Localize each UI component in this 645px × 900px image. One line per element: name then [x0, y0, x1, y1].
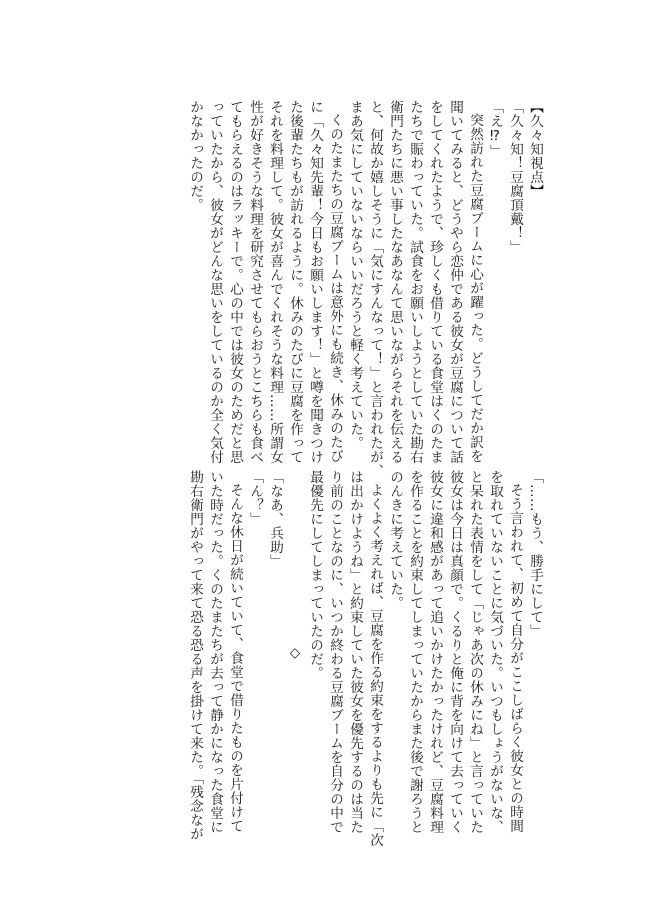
- text-line: かなかったのだ。: [187, 100, 203, 212]
- text-line: と、何故か嬉しそうに「気にすんなって！」と言われたが、: [367, 100, 383, 478]
- text-line: 「なあ、兵助」: [267, 470, 283, 568]
- text-line: と呆れた表情をして「じゃあ次の休みにね」と言っていた: [467, 470, 483, 834]
- text-line: てもらえるのはラッキーで。心の中では彼女のためだと思: [227, 100, 243, 464]
- text-line: っていたから、彼女がどんな思いをしているのか全く気付: [207, 100, 223, 464]
- text-line: 勘右衛門がやって来て恐る恐る声を掛けて来た。「残念なが: [187, 470, 203, 842]
- text-line: たちで賑わっていた。試食をお願いしようとしていた勘右: [407, 100, 423, 464]
- text-line: そんな休日が続いていて、食堂で借りたものを片付けて: [227, 483, 243, 833]
- section-heading: 【久々知視点】: [527, 100, 543, 198]
- text-line: いた時だった。くのたまたちが去って静かになった食堂に: [207, 470, 223, 834]
- text-line: は出かけようね」と約束していた彼女を優先するのは当た: [347, 470, 363, 834]
- bottom-text-block: [165, 470, 545, 847]
- text-line: 彼女に違和感があって追いかけたかったけれど、豆腐料理: [427, 470, 443, 834]
- text-line: を取れていないことに気づいた。いつもしょうがないな、: [487, 470, 503, 834]
- text-line: 衛門たちに悪い事したなあなんて思いながらそれを伝える: [387, 100, 403, 464]
- text-line: り前のことなのに、いつか終わる豆腐ブームを自分の中で: [327, 470, 343, 834]
- text-line: 彼女は今日は真顔で。くるりと俺に背を向けて去っていく: [447, 470, 463, 834]
- text-line: よくよく考えれば、豆腐を作る約束をするよりも先に「次: [367, 483, 383, 847]
- text-line: 「え⁉」: [487, 100, 503, 159]
- scene-break-diamond: ◇: [287, 645, 303, 662]
- text-line: を作ることを約束してしまっていたからまた後で謝ろうと: [407, 470, 423, 834]
- top-text-block: [165, 100, 545, 478]
- text-line: 「……もう、勝手にして」: [527, 470, 543, 638]
- text-line: 聞いてみると、どうやら恋仲である彼女が豆腐について話: [447, 100, 463, 464]
- text-line: くのたまたちの豆腐ブームは意外にも続き、休みのたび: [327, 113, 343, 463]
- text-line: のんきに考えていた。: [387, 470, 403, 610]
- text-line: それを料理して。彼女が喜んでくれそうな料理……所謂女: [267, 100, 283, 464]
- text-line: 「ん？」: [247, 470, 263, 526]
- text-line: そう言われて、初めて自分がここしばらく彼女との時間: [507, 483, 523, 833]
- text-line: まあ気にしていないならいいだろうと軽く考えていた。: [347, 100, 363, 450]
- text-line: をしてくれたようで、珍しくも借りている食堂はくのたま: [427, 100, 443, 464]
- text-line: 性が好きそうな料理を研究させてもらおうとこちらも食べ: [247, 100, 263, 464]
- text-line: 「久々知！豆腐頂戴！」: [507, 100, 523, 254]
- text-line: に「久々知先輩！今日もお願いします！」と噂を聞きつけ: [307, 100, 323, 464]
- text-line: 突然訪れた豆腐ブームに心が躍った。どうしてだか訳を: [467, 113, 483, 463]
- text-line: た後輩たちもが訪れるように。休みのたびに豆腐を作って: [287, 100, 303, 464]
- text-line: 最優先にしてしまっていたのだ。: [307, 470, 323, 680]
